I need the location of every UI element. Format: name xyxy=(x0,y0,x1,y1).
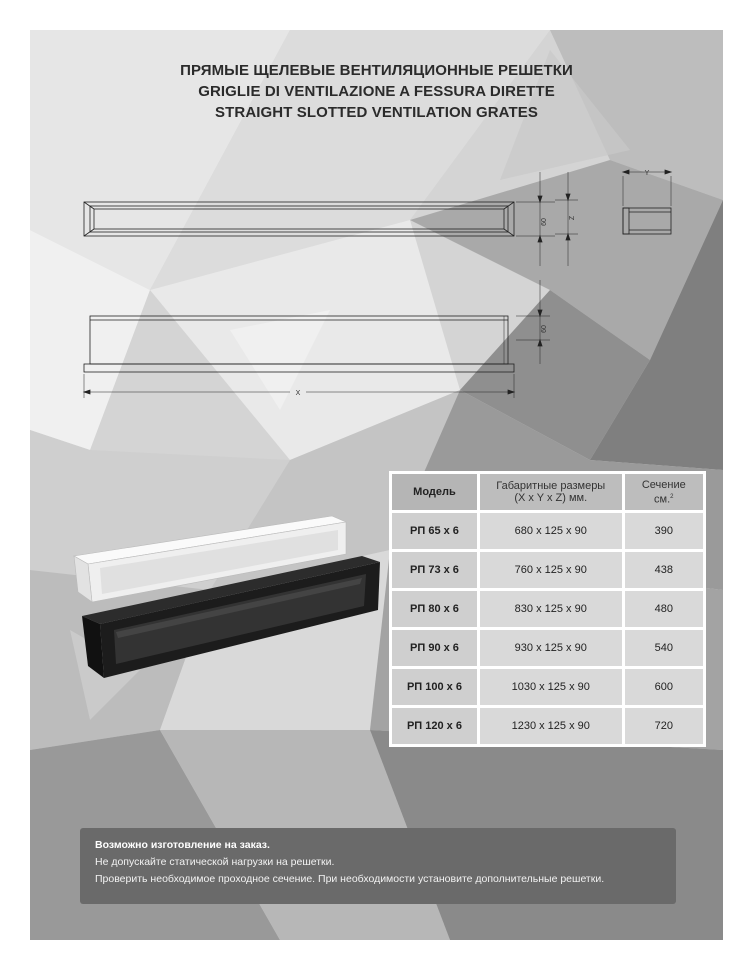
cell-size: 760 x 125 x 90 xyxy=(480,552,622,588)
front-view-drawing xyxy=(84,172,578,266)
cell-section: 438 xyxy=(625,552,703,588)
title-en: STRAIGHT SLOTTED VENTILATION GRATES xyxy=(215,104,538,121)
technical-drawings xyxy=(30,30,723,430)
cell-model: РП 80 х 6 xyxy=(392,591,477,627)
header-section-sup: 2 xyxy=(670,493,674,500)
table-row xyxy=(392,513,703,549)
notice-line-custom: Возможно изготовление на заказ. xyxy=(95,839,270,851)
title-ru: ПРЯМЫЕ ЩЕЛЕВЫЕ ВЕНТИЛЯЦИОННЫЕ РЕШЕТКИ xyxy=(180,62,573,79)
header-dimensions-line1: Габаритные размеры xyxy=(496,480,606,492)
header-model: Модель xyxy=(392,474,477,510)
cell-size: 1030 x 125 x 90 xyxy=(480,669,622,705)
cell-section: 540 xyxy=(625,630,703,666)
cell-section: 480 xyxy=(625,591,703,627)
cell-section: 720 xyxy=(625,708,703,744)
cell-model: РП 73 х 6 xyxy=(392,552,477,588)
table-row xyxy=(392,630,703,666)
catalog-page xyxy=(30,30,723,940)
title-it: GRIGLIE DI VENTILAZIONE A FESSURA DIRETTE xyxy=(198,83,555,100)
cell-model: РП 100 х 6 xyxy=(392,669,477,705)
notice-line-section: Проверить необходимое проходное сечение. При необходимости установите дополнительные решетки. xyxy=(95,873,605,885)
cell-size: 680 x 125 x 90 xyxy=(480,513,622,549)
cell-model: РП 65 х 6 xyxy=(392,513,477,549)
table-row xyxy=(392,552,703,588)
dim-label-60-front: 60 xyxy=(541,218,548,226)
cell-section: 390 xyxy=(625,513,703,549)
cell-size: 830 x 125 x 90 xyxy=(480,591,622,627)
header-section xyxy=(625,474,703,510)
spec-table xyxy=(389,471,706,747)
cell-size: 1230 x 125 x 90 xyxy=(480,708,622,744)
table-row xyxy=(392,669,703,705)
header-section-line2: см. xyxy=(654,493,671,506)
dim-label-60-top: 60 xyxy=(541,325,548,333)
notice-box xyxy=(80,828,676,904)
cell-section: 600 xyxy=(625,669,703,705)
cell-model: РП 120 х 6 xyxy=(392,708,477,744)
dim-label-y: Y xyxy=(644,170,650,177)
cell-size: 930 x 125 x 90 xyxy=(480,630,622,666)
table-row xyxy=(392,708,703,744)
top-view-drawing xyxy=(84,280,550,398)
header-dimensions xyxy=(480,474,622,510)
header-dimensions-line2: (X x Y x Z) мм. xyxy=(514,492,588,504)
header-section-line1: Сечение xyxy=(641,478,686,491)
cell-model: РП 90 х 6 xyxy=(392,630,477,666)
notice-line-load: Не допускайте статической нагрузки на решетки. xyxy=(95,856,335,868)
dim-label-x: X xyxy=(295,390,301,397)
side-view-drawing xyxy=(623,170,671,234)
product-photo xyxy=(70,510,390,700)
dim-label-z: Z xyxy=(569,215,576,221)
table-row xyxy=(392,591,703,627)
table-header-row xyxy=(392,474,703,510)
